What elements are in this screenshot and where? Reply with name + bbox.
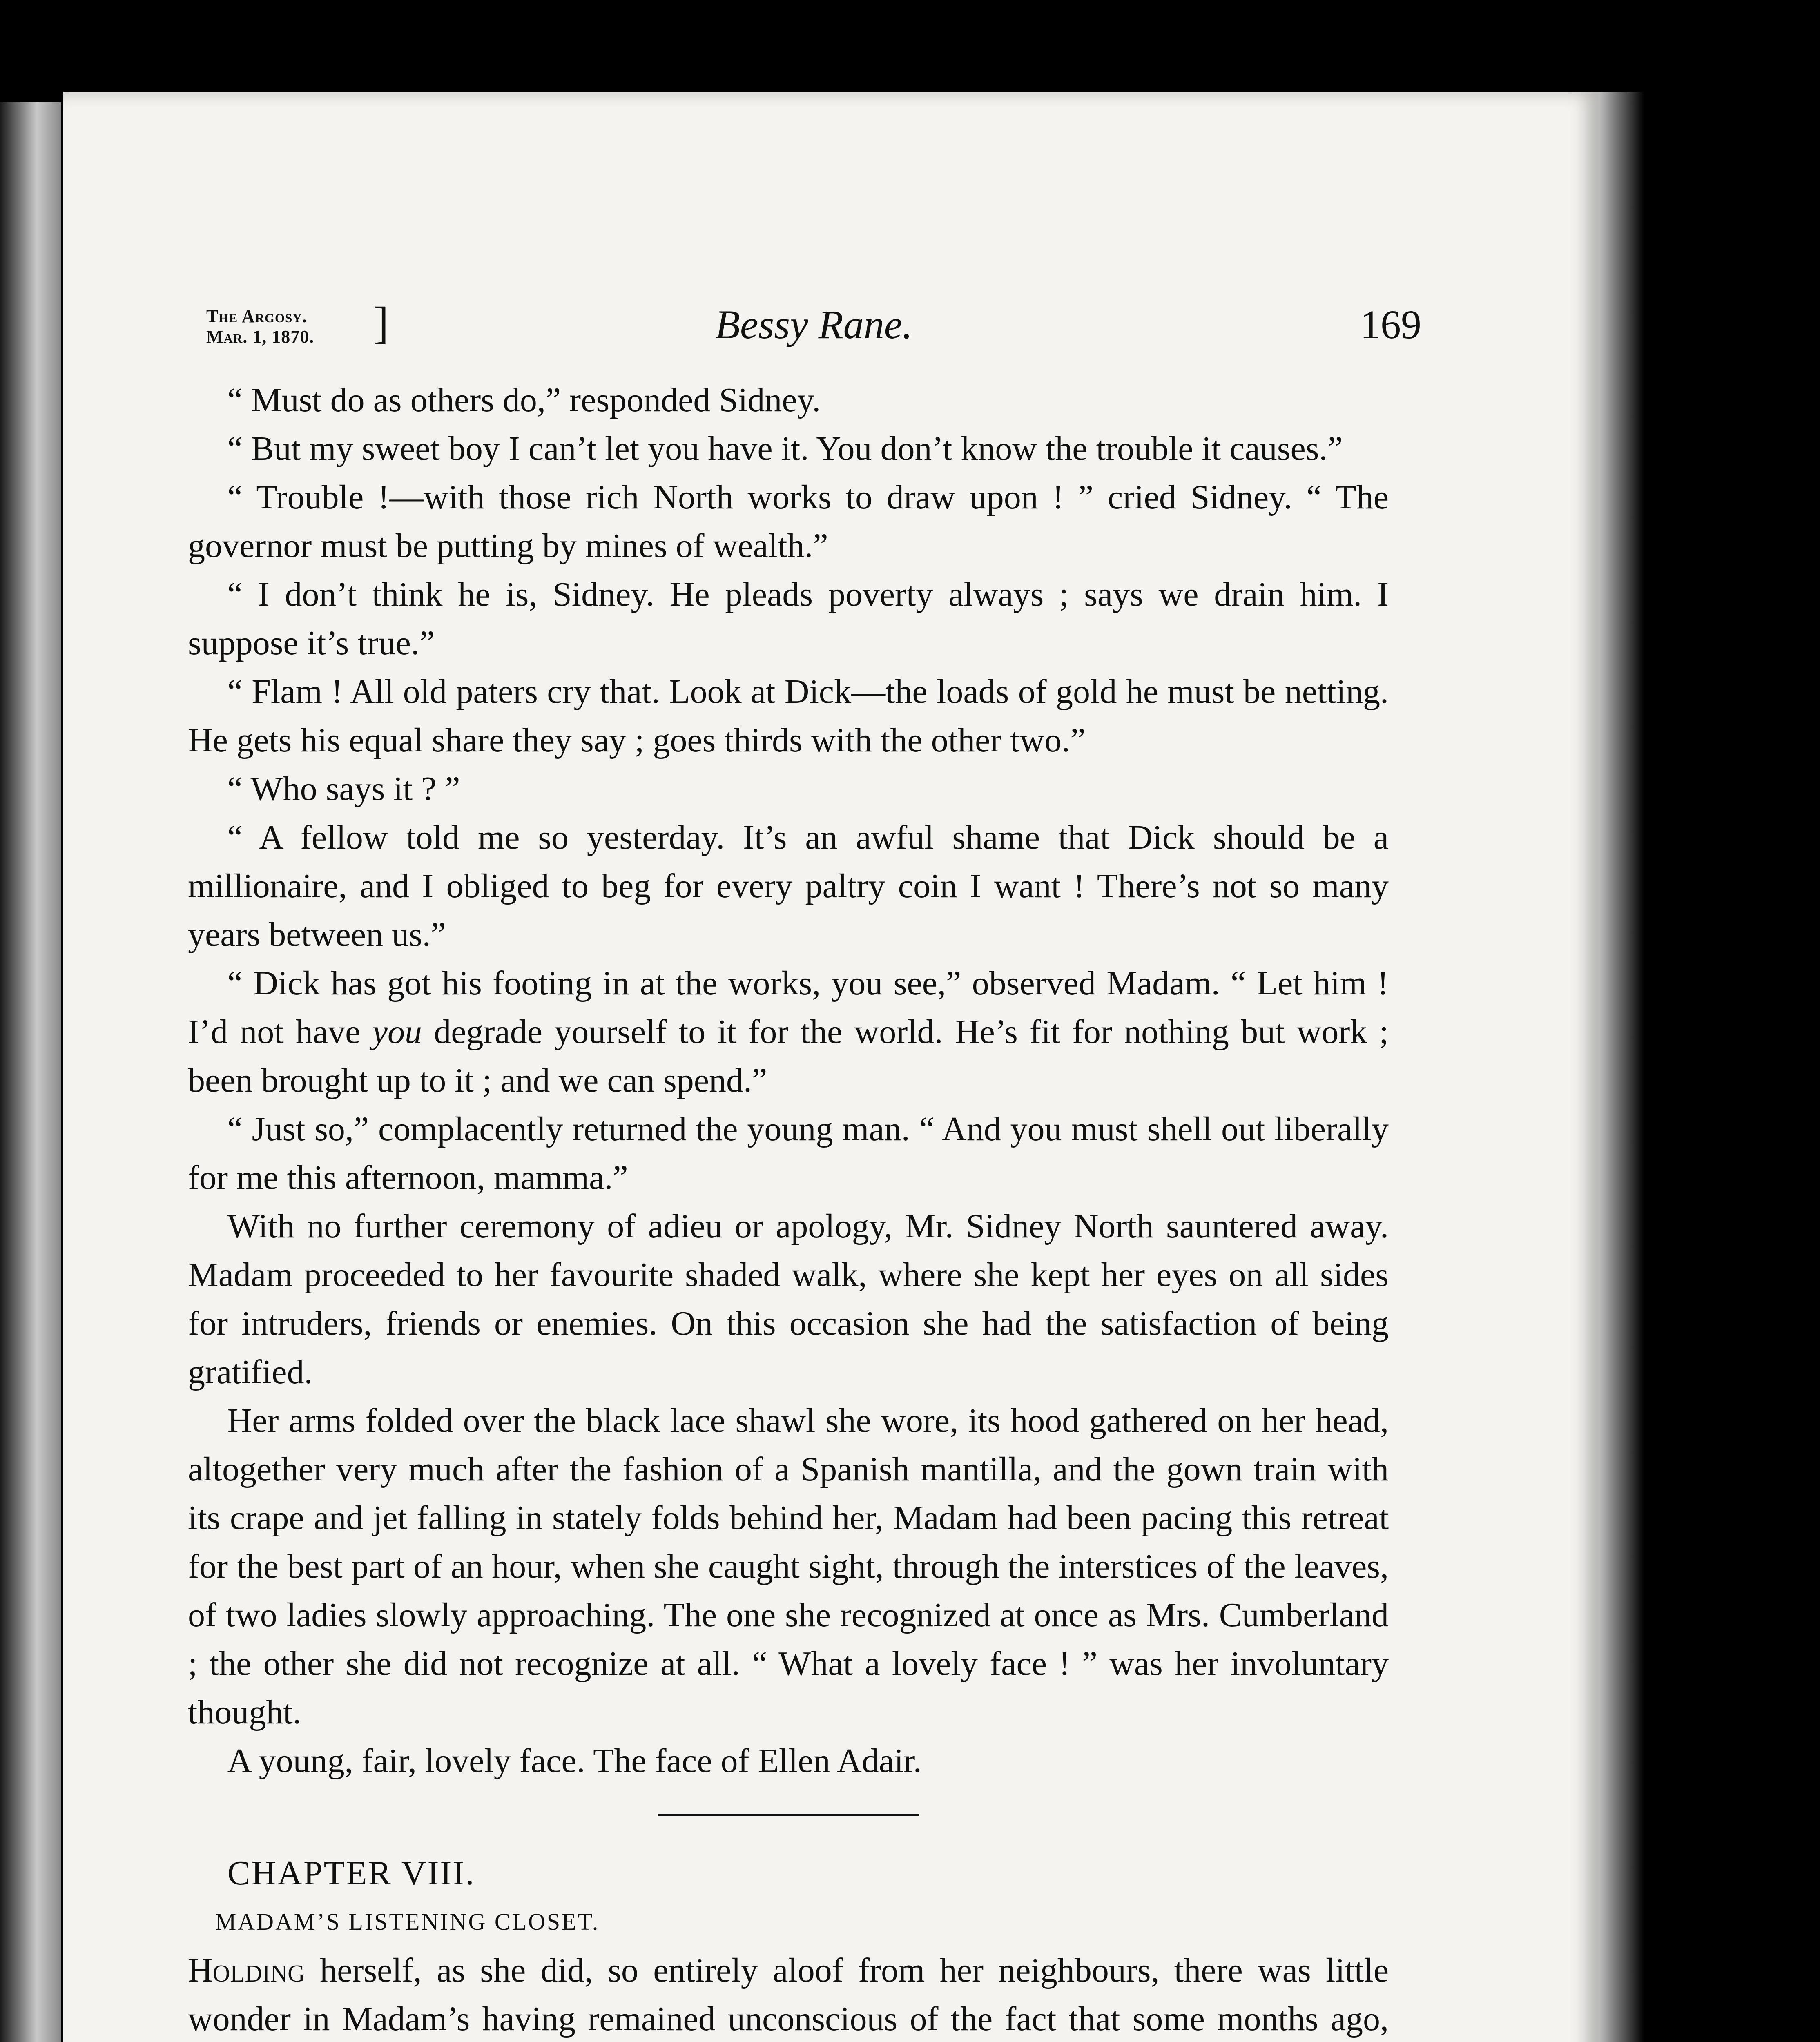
opening-word: Holding: [188, 1951, 305, 1989]
paragraph: “ A fellow told me so yesterday. It’s an awful shame that Dick should be a millionaire, and I obliged to beg for every paltry coin I want ! There’s not so many years between us.”: [188, 818, 1389, 954]
facing-page-edge: [0, 102, 61, 2042]
paragraph: “ Trouble !—with those rich North works to draw upon ! ” cried Sidney. “ The governor must be putting by mines of wealth.”: [188, 478, 1389, 565]
paragraph: “ Who says it ? ”: [227, 770, 460, 808]
periodical-name: The Argosy.: [206, 306, 307, 326]
issue-date: Mar. 1, 1870.: [206, 327, 314, 347]
chapter-subtitle: MADAM’S LISTENING CLOSET.: [215, 1908, 600, 1935]
header-bracket: ]: [374, 298, 389, 348]
paragraph: “ I don’t think he is, Sidney. He pleads poverty always ; says we drain him. I suppose it’s true.”: [188, 575, 1389, 662]
paragraph: With no further ceremony of adieu or apology, Mr. Sidney North sauntered away. Madam proceeded to her favourite shaded walk, where she kept her eyes on all sides for intruders, friends or enemies. On this occasion she had the satisfaction of being gratified.: [188, 1207, 1389, 1391]
paragraph: “ Just so,” complacently returned the young man. “ And you must shell out liberally for me this afternoon, mamma.”: [188, 1110, 1389, 1197]
page-shadow-edge: [1599, 92, 1644, 2042]
emphasis: you: [372, 1013, 422, 1051]
paragraph: “ Flam ! All old paters cry that. Look at Dick—the loads of gold he must be netting. He gets his equal share they say ; goes thirds with the other two.”: [188, 673, 1389, 759]
paragraph-part: herself, as she did, so entirely aloof from her neighbours, there was little wonder in Madam’s having remained unconscious of the fact that some months ago,: [188, 1951, 1389, 2038]
page-number: 169: [1360, 302, 1421, 347]
paragraph: “ But my sweet boy I can’t let you have it. You don’t know the trouble it causes.”: [227, 430, 1343, 468]
running-title: Bessy Rane.: [715, 302, 913, 347]
paragraph-part: degrade yourself to it for the world. He’s fit for nothing but work ; been brought up to it ; and we can spend.”: [188, 1013, 1389, 1099]
running-header: [206, 300, 1421, 361]
paragraph: Her arms folded over the black lace shawl she wore, its hood gathered on her head, altogether very much after the fashion of a Spanish mantilla, and the gown train with its crape and jet falling in stately folds behind her, Madam had been pacing this retreat for the best part of an hour, when she caught sight, through the interstices of the leaves, of two ladies slowly approaching. The one she recognized at once as Mrs. Cumberland ; the other she did not recognize at all. “ What a lovely face ! ” was her involuntary thought.: [188, 1402, 1389, 1731]
chapter-opening-paragraph: [188, 1946, 1389, 2042]
section-divider: [658, 1814, 919, 1816]
page-body: [188, 376, 1389, 2042]
paragraph: “ Must do as others do,” responded Sidney.: [227, 381, 821, 419]
paragraph-part: “ Dick has got his footing in at the works, you see,” observed Madam. “ Let him ! I’d not have: [188, 964, 1389, 1051]
paragraph: A young, fair, lovely face. The face of Ellen Adair.: [227, 1742, 922, 1780]
chapter-heading: CHAPTER VIII.: [227, 1854, 475, 1892]
paragraph: [188, 959, 1389, 1105]
